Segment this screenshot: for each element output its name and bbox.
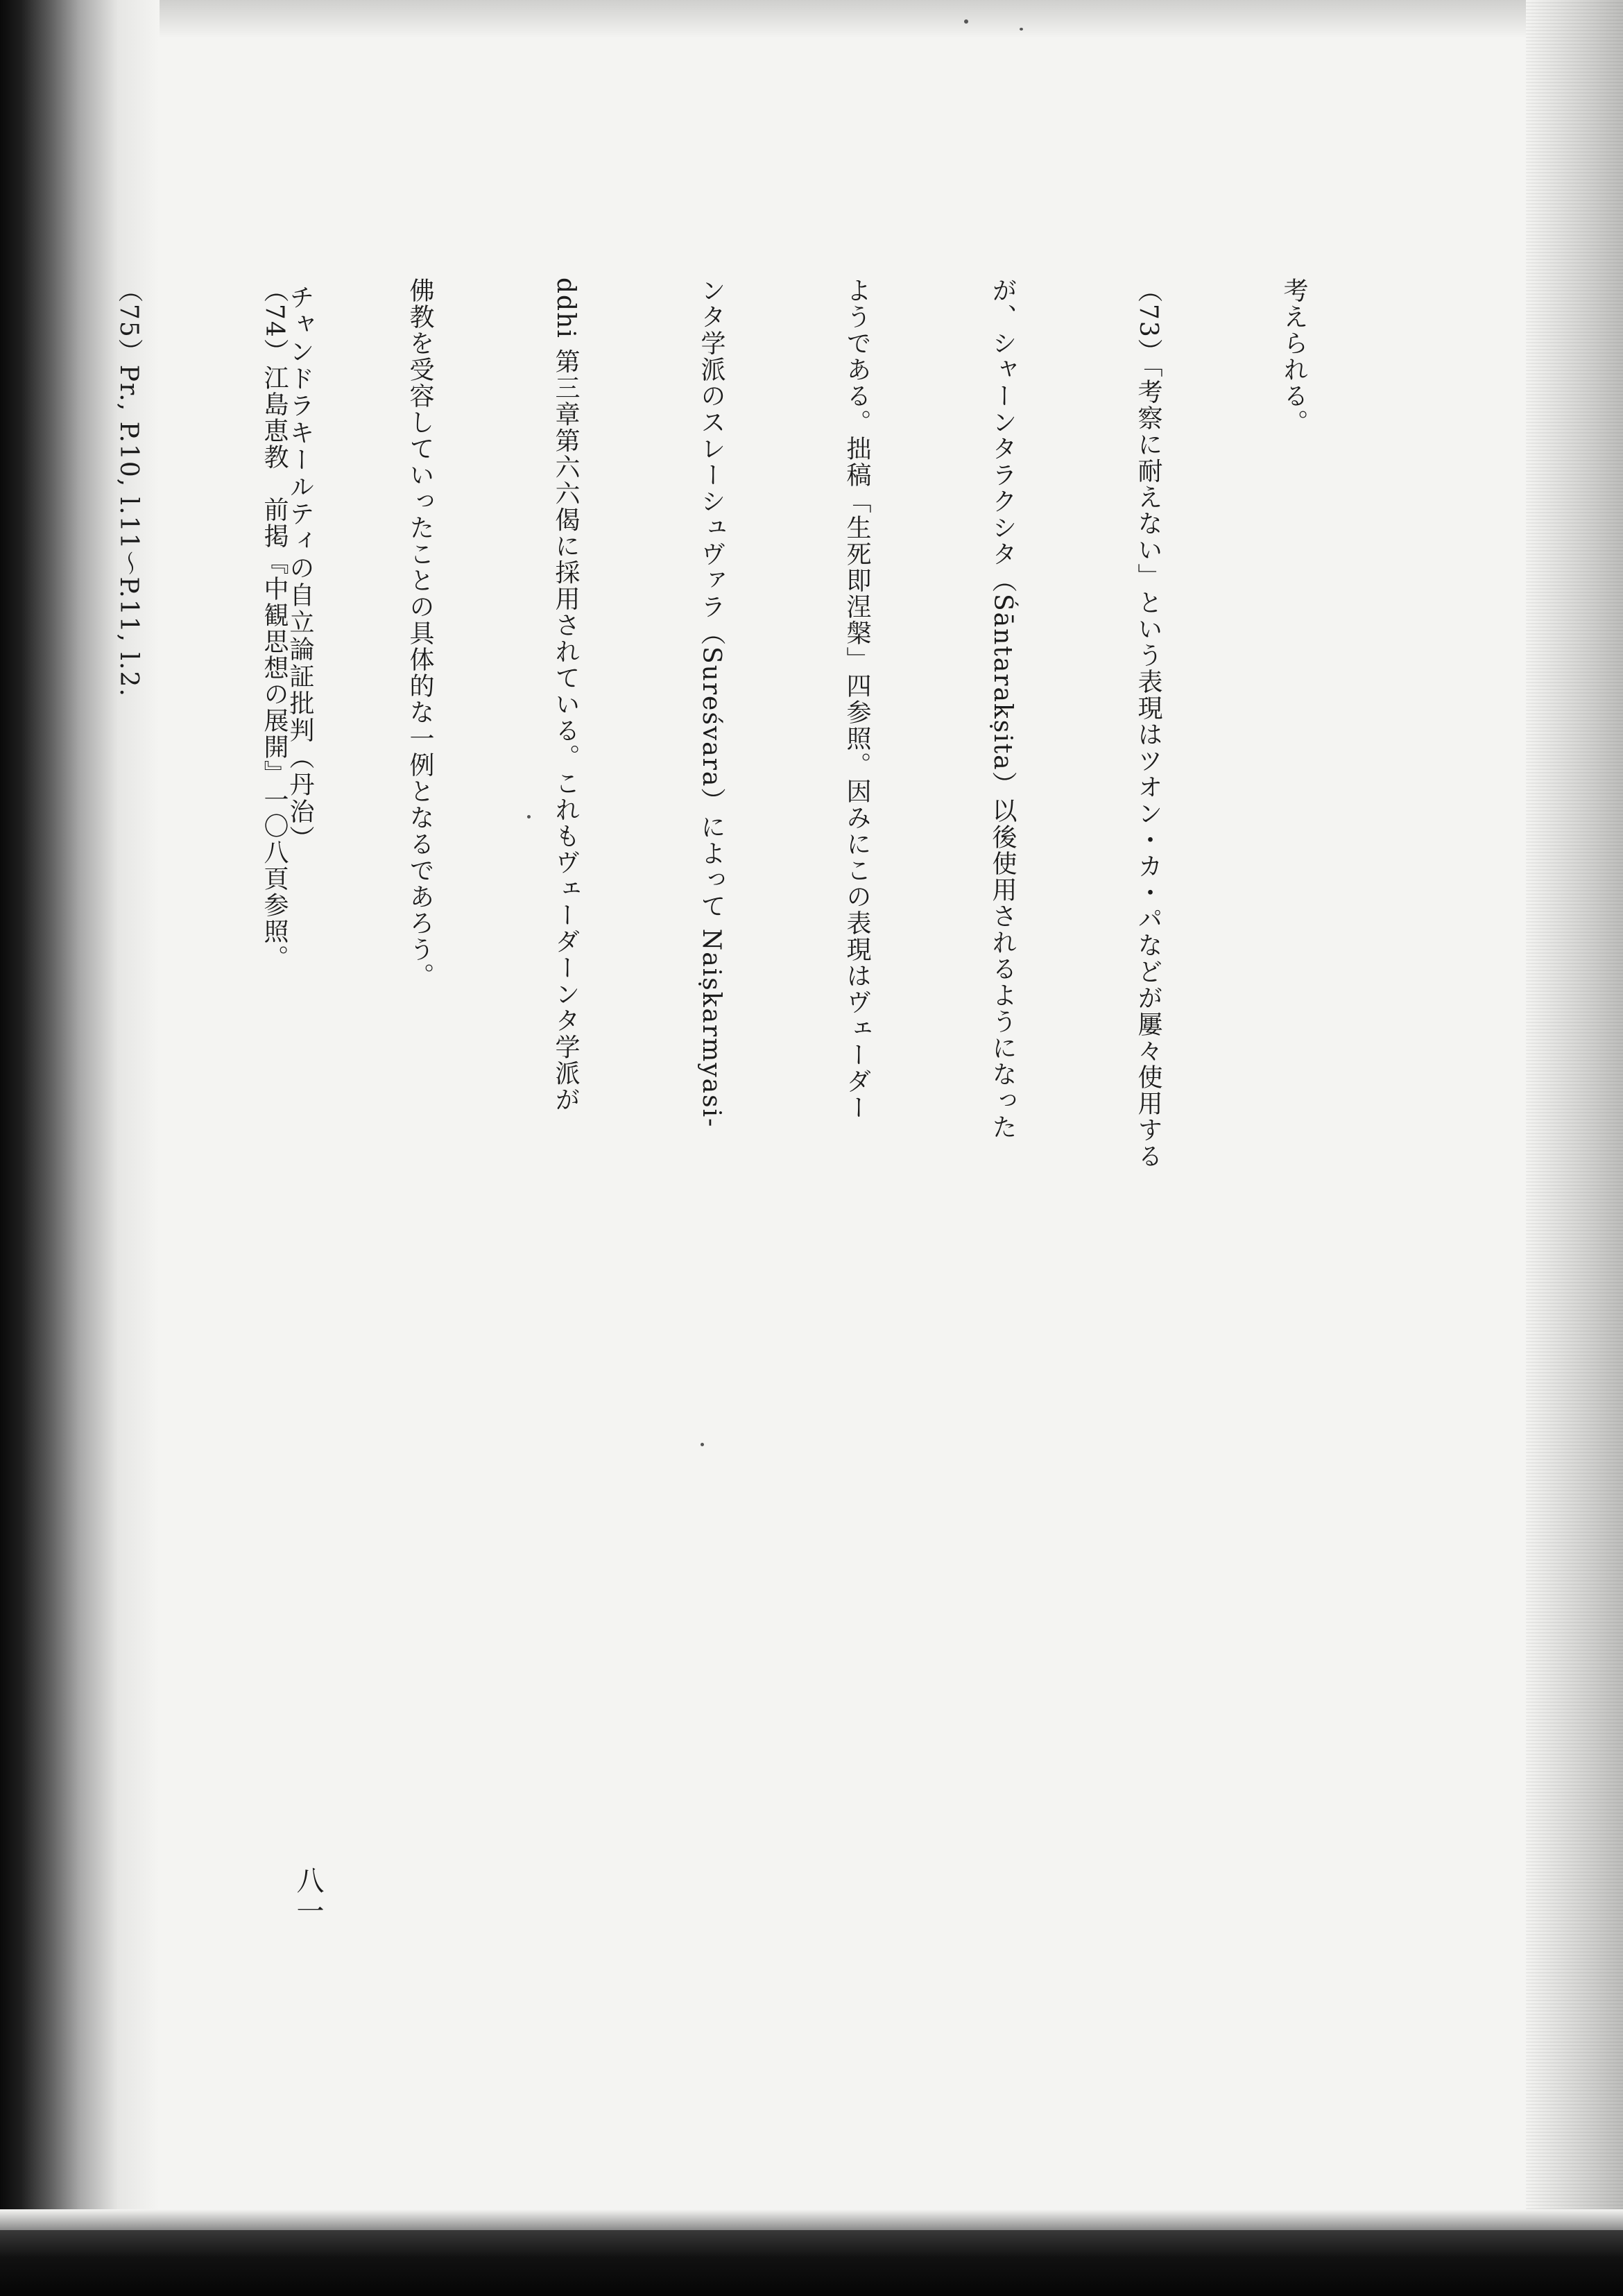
scan-speck [701, 1443, 704, 1446]
scan-bottom-fade [0, 2209, 1623, 2230]
note-76 [0, 277, 7, 1110]
note-73-line: 佛教を受容していったことの具体的な一例となるであろう。 [406, 277, 434, 989]
note-73-line: ようである。拙稿「生死即涅槃」四参照。因みにこの表現はヴェーダー [843, 277, 871, 1121]
running-header: チャンドラキールティの自立論証批判（丹治） [286, 284, 314, 853]
scan-speck [964, 19, 968, 24]
scan-bottom-edge [0, 2230, 1623, 2296]
note-73-line: ddhi 第三章第六六偈に採用されている。これもヴェーダーンタ学派が [551, 277, 580, 1113]
note-73-line: ンタ学派のスレーシュヴァラ（Sureśvara）によって Naiṣkarmyasi- [697, 277, 725, 1129]
note-73-line: が、シャーンタラクシタ（Śāntarakṣita）以後使用されるようになった [988, 277, 1017, 1140]
body-line: 考えられる。 [1280, 277, 1308, 436]
page-number: 八一 [292, 1866, 324, 1927]
scan-speck [1020, 28, 1023, 31]
note-73-line: （73）「考察に耐えない」という表現はツオン・カ・パなどが屢々使用する [1134, 277, 1162, 1170]
scan-right-edge [1526, 0, 1623, 2296]
note-75: （75）Pr., P.10, l.11〜P.11, l.2. [114, 277, 143, 698]
note-74: （74）江島恵教 前掲『中観思想の展開』一〇八頁参照。 [260, 277, 289, 971]
body-text [0, 277, 1415, 1170]
scan-top-edge [0, 0, 1623, 38]
